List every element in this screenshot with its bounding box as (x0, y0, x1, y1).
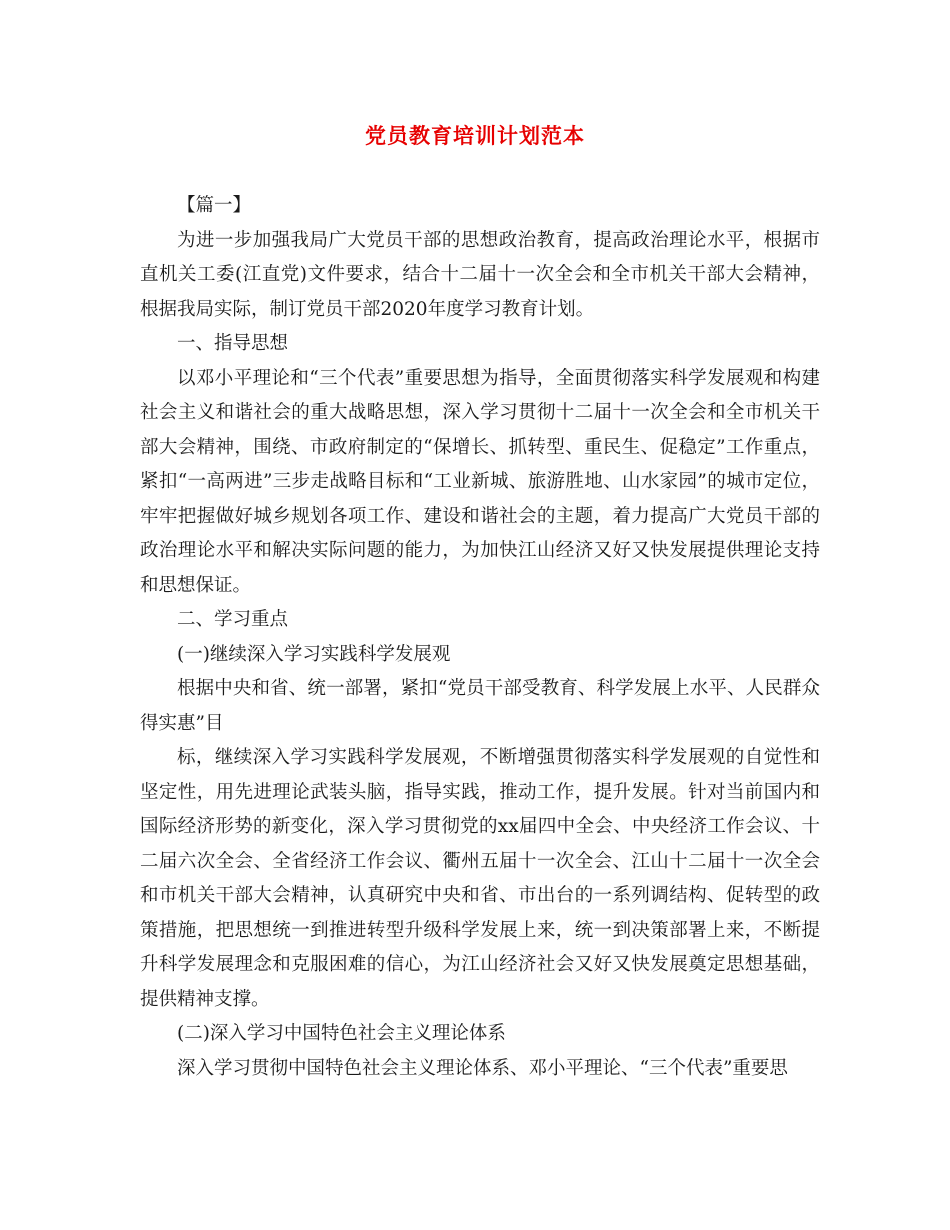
document-body (140, 189, 820, 1086)
subheading-socialism-theory: (二)深入学习中国特色社会主义理论体系 (177, 1023, 506, 1044)
heading-study-focus: 二、学习重点 (177, 609, 289, 630)
intro-paragraph: 为进一步加强我局广大党员干部的思想政治教育，提高政治理论水平，根据市直机关工委(江直党)文件要求，结合十二届十一次全会和全市机关干部大会精神，根据我局实际，制订党员干部2020年度学习教育计划。 (140, 229, 820, 320)
scientific-development-paragraph-cont: 标，继续深入学习实践科学发展观，不断增强贯彻落实科学发展观的自觉性和坚定性，用先进理论武装头脑，指导实践，推动工作，提升发展。针对当前国内和国际经济形势的新变化，深入学习贯彻党的xx届四中全会、中央经济工作会议、十二届六次全会、全省经济工作会议、衢州五届十一次全会、江山十二届十一次全会和市机关干部大会精神，认真研究中央和省、市出台的一系列调结构、促转型的政策措施，把思想统一到推进转型升级科学发展上来，统一到决策部署上来，不断提升科学发展理念和克服困难的信心，为江山经济社会又好又快发展奠定思想基础，提供精神支撑。 (140, 747, 820, 1010)
guiding-ideology-paragraph: 以邓小平理论和“三个代表”重要思想为指导，全面贯彻落实科学发展观和构建社会主义和谐社会的重大战略思想，深入学习贯彻十二届十一次全会和全市机关干部大会精神，围绕、市政府制定的“保增长、抓转型、重民生、促稳定”工作重点，紧扣“一高两进”三步走战略目标和“工业新城、旅游胜地、山水家园”的城市定位，牢牢把握做好城乡规划各项工作、建设和谐社会的主题，着力提高广大党员干部的政治理论水平和解决实际问题的能力，为加快江山经济又好又快发展提供理论支持和思想保证。 (140, 367, 820, 596)
section-label-part-one: 【篇一】 (177, 195, 252, 216)
document-title: 党员教育培训计划范本 (365, 123, 585, 148)
subheading-scientific-development: (一)继续深入学习实践科学发展观 (177, 643, 451, 665)
scientific-development-paragraph-start: 根据中央和省、统一部署，紧扣“党员干部受教育、科学发展上水平、人民群众得实惠”目 (140, 678, 820, 734)
socialism-theory-paragraph: 深入学习贯彻中国特色社会主义理论体系、邓小平理论、“三个代表”重要思 (177, 1057, 788, 1079)
heading-guiding-ideology: 一、指导思想 (177, 333, 289, 354)
